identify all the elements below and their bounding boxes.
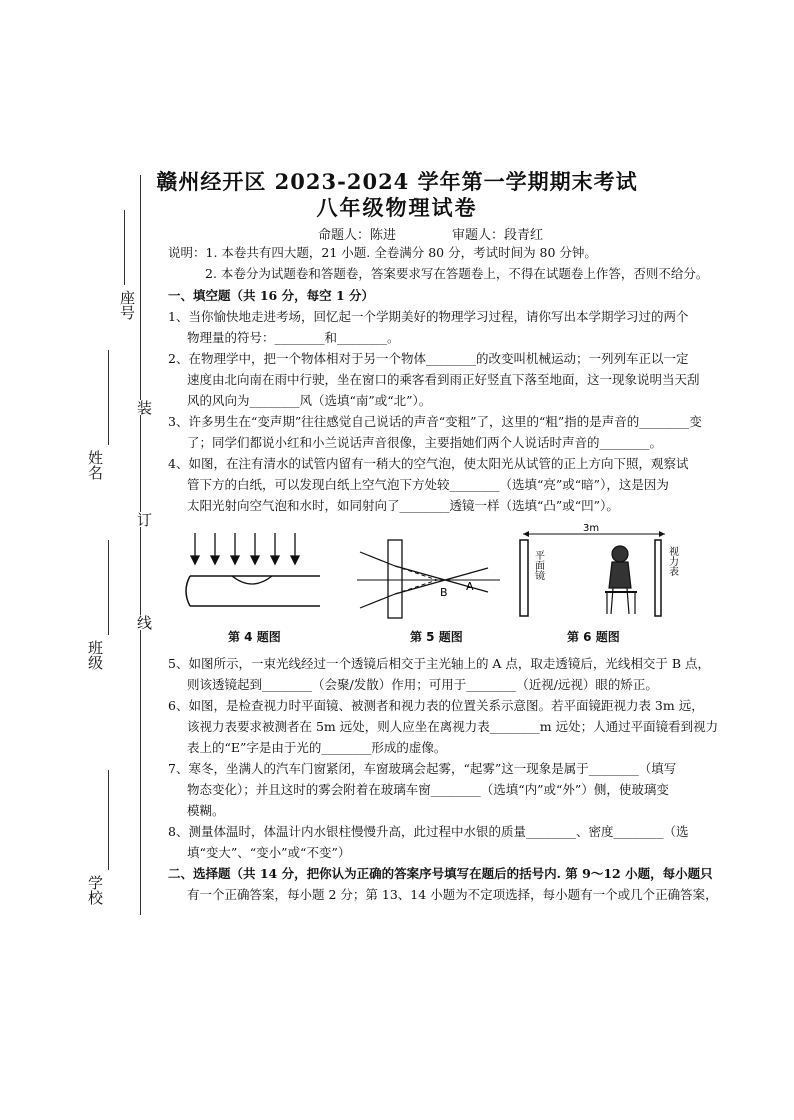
figure-6 [515,522,695,622]
instruction-2: 2. 本卷分为试题卷和答题卷，答案要求写在答题卷上，不得在试题卷上作答，否则不给分。 [205,266,709,281]
q-line: 1、当你愉快地走进考场，回忆起一个学期美好的物理学习过程，请你写出本学期学习过的两个 [168,309,689,324]
q-line: 7、寒冬，坐满人的汽车门窗紧闭，车窗玻璃会起雾，“起雾”这一现象是属于________（填写 [168,761,677,776]
fig6-caption: 第 6 题图 [567,630,620,644]
chart-label: 视力表 [666,546,678,576]
figure-4 [180,528,330,618]
point-a-label: A [466,580,474,593]
q-line: 4、如图，在注有清水的试管内留有一稍大的空气泡，使太阳光从试管的正上方向下照，观察试 [168,456,689,471]
q-line: 太阳光射向空气泡和水时，如同射向了________透镜一样（选填“凸”或“凹”）。 [187,498,619,513]
q-line: 5、如图所示，一束光线经过一个透镜后相交于主光轴上的 A 点，取走透镜后，光线相交于 B 点， [168,656,711,671]
exam-subtitle: 八年级物理试卷 [316,195,478,220]
author: 命题人：陈进 [318,228,397,243]
q-line: 物理量的符号：________和________。 [187,330,400,345]
q-line: 物态变化）；并且这时的雾会附着在玻璃车窗________（选填“内”或“外”）侧，使玻璃变 [187,782,669,797]
q-line: 6、如图，是检查视力时平面镜、被测者和视力表的位置关系示意图。若平面镜距视力表 3m 远， [168,698,704,713]
q-line: 表上的“E”字是由于光的________形成的虚像。 [187,740,447,755]
seat-label: 座号 [118,290,136,320]
school-label: 学校 [86,875,104,905]
q-line: 则该透镜起到________（会聚/发散）作用；可用于________（近视/远视）眼的矫正。 [187,677,658,692]
q-line: 填“变大”、“变小”或“不变”） [187,845,351,860]
q-line: 该视力表要求被测者在 5m 远处，则人应坐在离视力表________m 远处；人通过平面镜看到视力 [187,719,719,734]
q-line: 有一个正确答案，每小题 2 分；第 13、14 小题为不定项选择，每小题有一个或几个正确答案， [187,887,718,902]
q-line: 3、许多男生在“变声期”往往感觉自己说话的声音“变粗”了，这里的“粗”指的是声音的________变 [168,414,702,429]
q-line: 8、测量体温时，体温计内水银柱慢慢升高，此过程中水银的质量________、密度________（选 [168,824,689,839]
class-blank[interactable] [108,540,110,635]
reviewer: 审题人：段青红 [452,228,544,243]
binding-ding: 订 [135,512,153,527]
exam-title: 赣州经开区 2023-2024 学年第一学期期末考试 [156,169,638,194]
binding-xian: 线 [135,615,153,630]
q-line: 管下方的白纸，可以发现白纸上空气泡下方处较________（选填“亮”或“暗”），这是因为 [187,477,669,492]
section2-heading: 二、选择题（共 14 分，把你认为正确的答案序号填写在题后的括号内. 第 9～12 小题，每小题只 [168,866,713,881]
fig5-caption: 第 5 题图 [410,630,463,644]
mirror-label: 平面镜 [532,550,544,580]
q-line: 速度由北向南在雨中行驶，坐在窗口的乘客看到雨正好竖直下落至地面，这一现象说明当天刮 [187,372,700,387]
section1-heading: 一、填空题（共 16 分，每空 1 分） [168,288,375,303]
q-line: 了；同学们都说小红和小兰说话声音很像，主要指她们两个人说话时声音的________。 [187,435,663,450]
name-label: 姓名 [86,450,104,480]
fig4-caption: 第 4 题图 [228,630,281,644]
binding-line [140,175,141,915]
q-line: 模糊。 [187,803,225,818]
instruction-1: 说明：1. 本卷共有四大题，21 小题. 全卷满分 80 分，考试时间为 80 分钟。 [168,245,597,260]
distance-label: 3m [583,523,600,534]
school-blank[interactable] [108,770,110,870]
q-line: 风的风向为________风（选填“南”或“北”）。 [187,393,432,408]
name-blank[interactable] [108,350,110,445]
point-b-label: B [440,586,448,599]
seated-person [605,546,637,614]
figure-5 [352,528,502,620]
q-line: 2、在物理学中，把一个物体相对于另一个物体________的改变叫机械运动；一列列车正以一定 [168,351,689,366]
binding-zhuang: 装 [135,400,153,415]
class-label: 班级 [86,640,104,670]
